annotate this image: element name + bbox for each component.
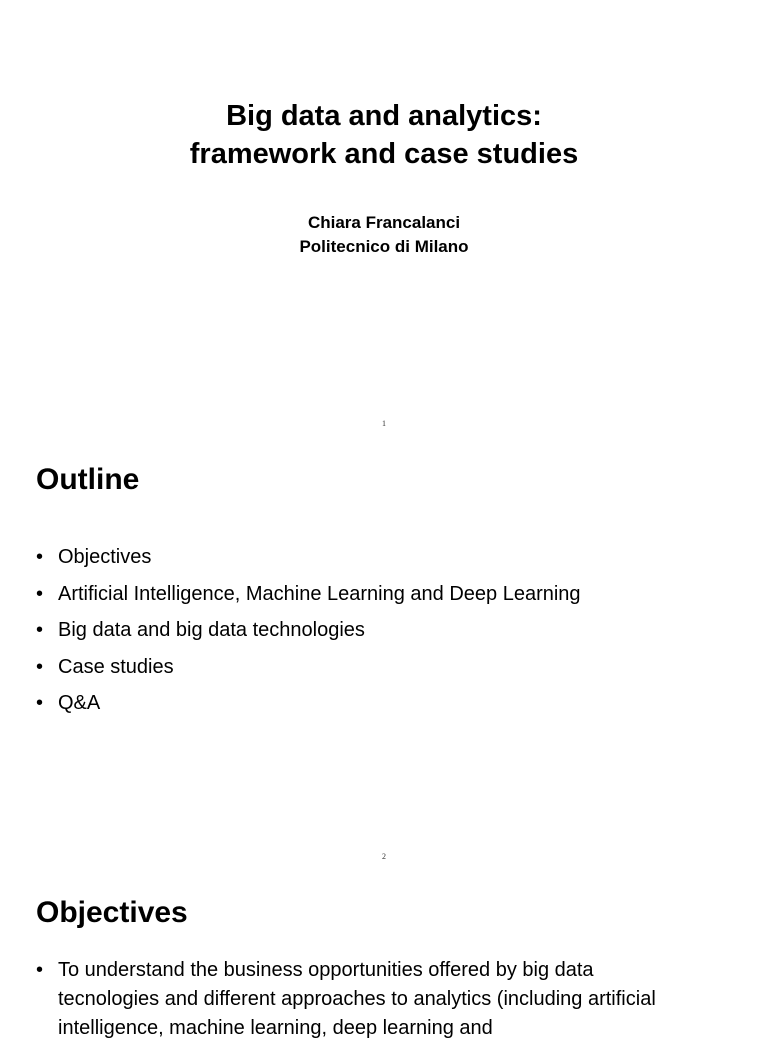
bullet-icon: • bbox=[36, 692, 44, 715]
list-item-text: Big data and big data technologies bbox=[58, 619, 365, 642]
bullet-icon: • bbox=[36, 582, 44, 605]
slide-heading: Objectives bbox=[36, 896, 188, 929]
author-block bbox=[0, 211, 768, 259]
list-item bbox=[36, 615, 581, 652]
list-item-text: Case studies bbox=[58, 655, 174, 678]
outline-slide bbox=[0, 432, 768, 864]
list-item-text: To understand the business opportunities offered by big data tecnologies and different approaches to analytics (including artificial intelligence, machine learning, deep learning and bbox=[58, 959, 656, 1039]
bullet-icon: • bbox=[36, 546, 44, 568]
list-item bbox=[36, 542, 581, 579]
list-item-text: Q&A bbox=[58, 692, 101, 715]
objectives-list bbox=[36, 956, 696, 1043]
list-item-text: Artificial Intelligence, Machine Learning and Deep Learning bbox=[58, 582, 581, 605]
bullet-icon: • bbox=[36, 655, 44, 678]
list-item bbox=[36, 956, 696, 1043]
bullet-icon: • bbox=[36, 959, 44, 981]
title-line-2: framework and case studies bbox=[189, 138, 579, 170]
bullet-icon: • bbox=[36, 619, 44, 642]
title-line-1: Big data and analytics: bbox=[226, 100, 542, 132]
outline-list bbox=[36, 542, 581, 725]
presentation-title bbox=[0, 97, 768, 173]
author-affiliation: Politecnico di Milano bbox=[299, 237, 469, 256]
slide-heading: Outline bbox=[36, 463, 140, 496]
list-item bbox=[36, 688, 581, 725]
page-number: 2 bbox=[382, 852, 386, 861]
objectives-slide bbox=[0, 864, 768, 1039]
title-slide bbox=[0, 0, 768, 432]
list-item bbox=[36, 652, 581, 689]
page-number: 1 bbox=[382, 419, 386, 428]
list-item-text: Objectives bbox=[58, 546, 152, 568]
author-name: Chiara Francalanci bbox=[307, 213, 461, 232]
list-item bbox=[36, 579, 581, 616]
